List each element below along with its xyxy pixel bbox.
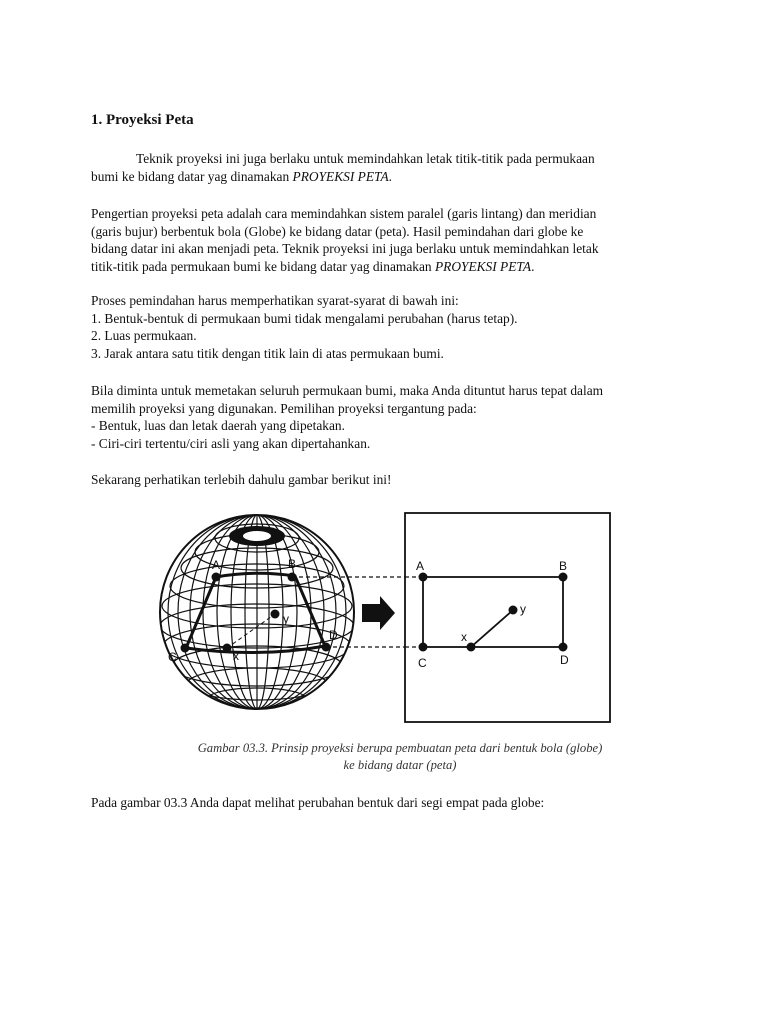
paragraph-closing — [91, 794, 691, 812]
paragraph-line: bidang datar ini akan menjadi peta. Teknik proyeksi ini juga berlaku untuk memindahkan letak — [91, 241, 599, 256]
paragraph-line: Pengertian proyeksi peta adalah cara memindahkan sistem paralel (garis lintang) dan meridian — [91, 206, 597, 221]
globe-label-y: y — [283, 612, 289, 626]
globe-label-d: D — [329, 628, 338, 642]
text-run: . — [531, 258, 535, 274]
emphasis-term: PROYEKSI PETA — [292, 168, 389, 184]
text-run: bumi ke bidang datar yag dinamakan — [91, 168, 293, 184]
map-label-b: B — [559, 559, 568, 573]
list-item: 3. Jarak antara satu titik dengan titik lain di atas permukaan bumi. — [91, 345, 444, 361]
list-item: 2. Luas permukaan. — [91, 328, 197, 343]
text-run: . — [388, 168, 392, 184]
right-arrow-icon — [362, 596, 395, 630]
paragraph-line: Teknik proyeksi ini juga berlaku untuk memindahkan letak titik-titik pada permukaan — [136, 151, 595, 166]
globe-label-b: B — [288, 557, 297, 571]
map-label-y: y — [520, 602, 526, 616]
paragraph-line: (garis bujur) berbentuk bola (Globe) ke bidang datar (peta). Hasil pemindahan dari globe ke — [91, 223, 584, 239]
map-point-d — [559, 643, 568, 652]
globe-label-a: A — [212, 558, 221, 572]
globe-label-x: x — [233, 649, 239, 663]
caption-line: ke bidang datar (peta) — [343, 758, 457, 772]
map-point-c — [419, 643, 428, 652]
globe-point-c — [181, 644, 190, 653]
map-point-b — [559, 573, 568, 582]
polar-cap-center — [243, 531, 271, 541]
section-heading: 1. Proyeksi Peta — [91, 112, 194, 128]
globe-label-c: C — [168, 650, 177, 664]
map-point-a — [419, 573, 428, 582]
map-point-y — [509, 606, 518, 615]
projection-diagram — [150, 500, 630, 735]
text-run: titik-titik pada permukaan bumi ke bidang datar yag dinamakan — [91, 258, 435, 274]
globe-point-y — [271, 610, 280, 619]
map-label-c: C — [418, 656, 427, 670]
caption-line: Gambar 03.3. Prinsip proyeksi berupa pembuatan peta dari bentuk bola (globe) — [197, 741, 603, 755]
list-item: - Bentuk, luas dan letak daerah yang dipetakan. — [91, 418, 345, 433]
paragraph-line: memilih proyeksi yang digunakan. Pemilihan proyeksi tergantung pada: — [91, 400, 477, 416]
map-frame — [405, 513, 610, 722]
map-label-d: D — [560, 653, 569, 667]
emphasis-term: PROYEKSI PETA — [434, 258, 532, 274]
paragraph-selection — [91, 382, 691, 452]
paragraph-line: Proses pemindahan harus memperhatikan syarat-syarat di bawah ini: — [91, 293, 459, 308]
paragraph-requirements — [91, 292, 691, 362]
map-label-x: x — [461, 630, 467, 644]
paragraph-line: Sekarang perhatikan terlebih dahulu gambar berikut ini! — [91, 472, 392, 487]
list-item: - Ciri-ciri tertentu/ciri asli yang akan dipertahankan. — [91, 435, 371, 451]
globe-point-x — [223, 644, 232, 653]
paragraph-line: Bila diminta untuk memetakan seluruh permukaan bumi, maka Anda dituntut harus tepat dalam — [91, 383, 604, 398]
paragraph-line — [91, 258, 691, 276]
paragraph-line — [91, 168, 691, 186]
globe-point-a — [212, 573, 221, 582]
paragraph-intro — [91, 150, 691, 185]
paragraph-line: Pada gambar 03.3 Anda dapat melihat perubahan bentuk dari segi empat pada globe: — [91, 795, 545, 810]
paragraph-lead-in — [91, 471, 691, 489]
list-item: 1. Bentuk-bentuk di permukaan bumi tidak mengalami perubahan (harus tetap). — [91, 310, 518, 326]
projection-figure — [150, 500, 630, 735]
paragraph-definition — [91, 205, 691, 275]
map-point-x — [467, 643, 476, 652]
map-label-a: A — [416, 559, 425, 573]
figure-caption — [130, 740, 670, 774]
